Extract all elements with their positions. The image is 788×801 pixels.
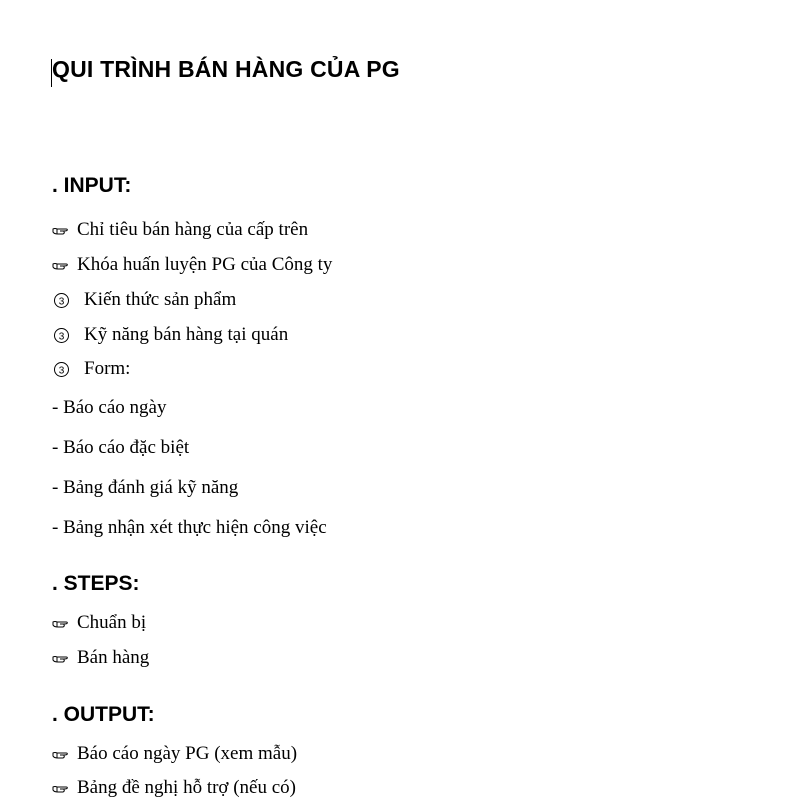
list-item-text: Form:: [84, 358, 131, 379]
list-item: [52, 253, 332, 278]
form-item: - Bảng nhận xét thực hiện công việc: [52, 517, 327, 538]
circled-three-icon: [52, 291, 71, 310]
list-item-text: Báo cáo ngày PG (xem mẫu): [77, 743, 298, 764]
list-item: [52, 357, 130, 381]
list-item-text: Chỉ tiêu bán hàng của cấp trên: [77, 219, 309, 240]
document-title: QUI TRÌNH BÁN HÀNG CỦA PG: [52, 56, 400, 82]
form-item: - Báo cáo đặc biệt: [52, 437, 190, 458]
hand-icon: [52, 219, 69, 243]
hand-icon: [52, 777, 69, 801]
svg-text:3: 3: [58, 365, 65, 377]
input-heading: . INPUT:: [52, 174, 132, 197]
list-item: [52, 323, 288, 347]
list-item: [52, 288, 236, 312]
output-heading: . OUTPUT:: [52, 703, 155, 726]
list-item: [52, 742, 297, 767]
list-item-text: Khóa huấn luyện PG của Công ty: [77, 254, 333, 275]
list-item-text: Kiến thức sản phẩm: [84, 289, 237, 310]
list-item: [52, 776, 296, 801]
svg-text:3: 3: [58, 296, 65, 308]
list-item-text: Chuẩn bị: [77, 612, 147, 633]
hand-icon: [52, 254, 69, 278]
list-item-text: Bảng đề nghị hỗ trợ (nếu có): [77, 777, 296, 798]
hand-icon: [52, 612, 69, 636]
form-item: - Báo cáo ngày: [52, 397, 167, 418]
svg-text:3: 3: [58, 331, 65, 343]
list-item-text: Bán hàng: [77, 647, 150, 668]
form-item: - Bảng đánh giá kỹ năng: [52, 477, 239, 498]
circled-three-icon: [52, 326, 71, 345]
list-item: [52, 646, 149, 671]
steps-heading: . STEPS:: [52, 572, 140, 595]
hand-icon: [52, 743, 69, 767]
hand-icon: [52, 647, 69, 671]
list-item: [52, 611, 146, 636]
list-item: [52, 218, 308, 243]
list-item-text: Kỹ năng bán hàng tại quán: [84, 324, 289, 345]
circled-three-icon: [52, 360, 71, 379]
